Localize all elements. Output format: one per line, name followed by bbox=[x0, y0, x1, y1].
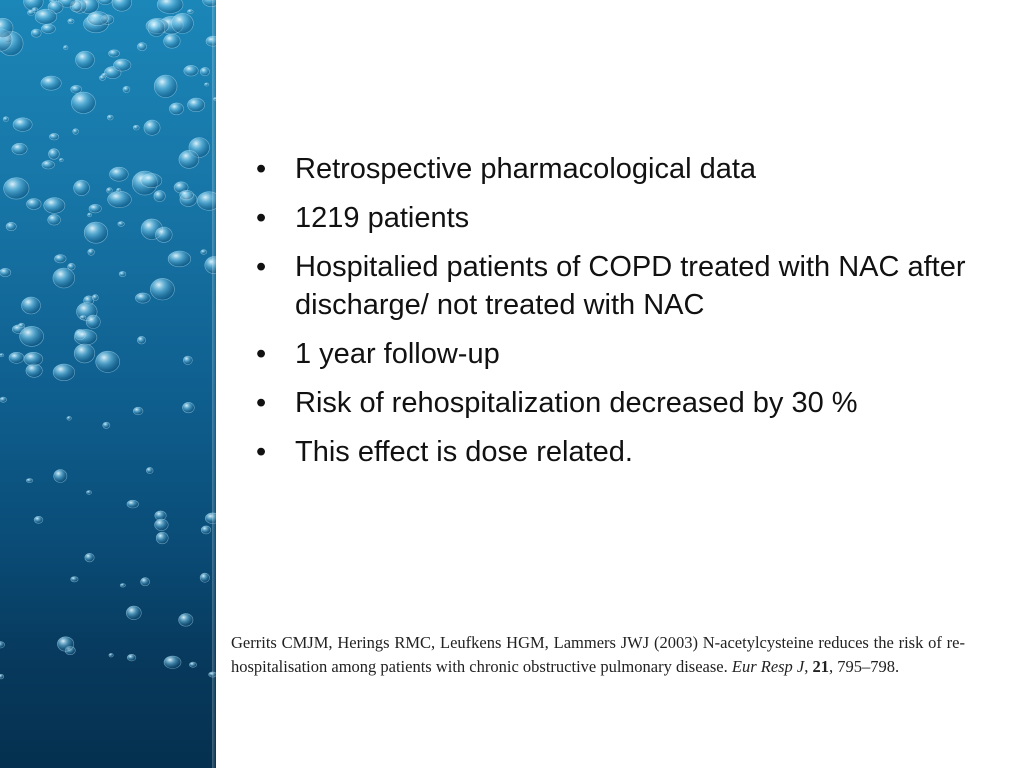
bubble bbox=[86, 491, 91, 495]
bubble bbox=[53, 364, 75, 381]
bubble bbox=[85, 553, 94, 562]
bullet-dot-icon: • bbox=[256, 338, 267, 370]
bubble bbox=[110, 167, 129, 181]
bubble bbox=[150, 278, 174, 300]
bullet-item bbox=[256, 248, 976, 324]
bubble bbox=[13, 118, 32, 132]
bubble bbox=[76, 51, 95, 68]
bubble bbox=[59, 158, 63, 161]
bullet-text: 1 year follow-up bbox=[295, 338, 500, 370]
bubble bbox=[24, 352, 43, 365]
bubble bbox=[144, 120, 160, 135]
bubble bbox=[26, 479, 32, 483]
citation-reference: Gerrits CMJM, Herings RMC, Leufkens HGM, Lammers JWJ (2003) N-acetylcysteine reduces the risk of re-hospitalisation among patients with chronic obstructive pulmonary disease. Eur Resp J, 21, 795–798. bbox=[231, 633, 965, 676]
bubble bbox=[86, 315, 100, 328]
bubble bbox=[88, 213, 92, 217]
bubble bbox=[6, 222, 16, 230]
bubble bbox=[168, 251, 191, 267]
citation-authors: Gerrits CMJM, Herings RMC, Leufkens HGM, Lammers JWJ (2003) N-acetylcysteine reduces the risk of re-hospitalisation among patients with chronic obstructive pulmonary disease. bbox=[231, 633, 965, 676]
bubble bbox=[109, 653, 113, 657]
bubble bbox=[67, 416, 72, 420]
bubble bbox=[123, 86, 130, 92]
bullet-item bbox=[256, 335, 976, 373]
bubble bbox=[54, 470, 67, 483]
bubble bbox=[0, 397, 7, 402]
bubble bbox=[119, 271, 126, 276]
bubble bbox=[155, 519, 169, 531]
bubble bbox=[179, 150, 199, 168]
bubble bbox=[0, 642, 5, 648]
citation-pages: 795–798. bbox=[837, 657, 900, 676]
bubble bbox=[200, 67, 209, 75]
bullet-item bbox=[256, 199, 976, 237]
bubble bbox=[205, 83, 209, 86]
bubble bbox=[3, 117, 8, 122]
bubble bbox=[157, 0, 183, 13]
bubble bbox=[88, 249, 95, 255]
bubble bbox=[53, 268, 75, 288]
bubble bbox=[35, 9, 57, 24]
bubble bbox=[118, 222, 125, 227]
bubble bbox=[41, 24, 55, 33]
bubble bbox=[127, 654, 136, 661]
bubble bbox=[107, 188, 113, 193]
bubble bbox=[102, 73, 107, 77]
bubble bbox=[0, 354, 4, 357]
bubble bbox=[12, 143, 27, 154]
bubble bbox=[189, 662, 196, 667]
bubble bbox=[9, 352, 24, 363]
bubble bbox=[84, 222, 107, 243]
bubble bbox=[201, 250, 207, 255]
bubble bbox=[141, 578, 150, 586]
bubble bbox=[74, 180, 90, 195]
bubble bbox=[127, 500, 139, 508]
bubble bbox=[108, 191, 132, 207]
bubble bbox=[120, 584, 125, 588]
bullet-item bbox=[256, 150, 976, 188]
bubble bbox=[133, 407, 143, 415]
bubble bbox=[183, 402, 195, 412]
bubble bbox=[169, 103, 183, 115]
bubble bbox=[107, 115, 113, 120]
bubble bbox=[34, 516, 43, 523]
bubble bbox=[164, 656, 181, 668]
bullet-text: Retrospective pharmacological data bbox=[295, 153, 757, 185]
bubble bbox=[74, 330, 97, 345]
bullet-text: 1219 patients bbox=[295, 202, 470, 234]
bubble bbox=[114, 59, 131, 71]
bubble bbox=[71, 85, 82, 93]
bubble bbox=[48, 215, 61, 226]
bullet-item bbox=[256, 433, 976, 471]
bubble bbox=[4, 178, 29, 199]
bubble bbox=[164, 34, 181, 48]
bubble bbox=[73, 129, 79, 135]
bubble bbox=[126, 606, 141, 620]
bubble bbox=[135, 293, 150, 303]
bubble bbox=[63, 46, 68, 50]
panel-divider bbox=[212, 0, 216, 768]
citation-volume: 21 bbox=[812, 657, 830, 676]
bubble bbox=[0, 674, 4, 679]
bubble bbox=[148, 20, 165, 37]
bubble bbox=[155, 227, 172, 242]
bubble bbox=[88, 12, 109, 26]
bubble bbox=[180, 190, 194, 199]
bubble bbox=[109, 50, 120, 57]
bubble bbox=[55, 255, 67, 263]
bubbles-illustration bbox=[0, 0, 216, 768]
bubble bbox=[27, 199, 42, 210]
bubble bbox=[44, 198, 65, 214]
bullet-dot-icon: • bbox=[256, 153, 267, 185]
bubble bbox=[49, 133, 58, 140]
bubble bbox=[98, 0, 112, 5]
bubble bbox=[80, 316, 86, 320]
bullet-item bbox=[256, 384, 976, 422]
bubble bbox=[71, 577, 78, 582]
bubble bbox=[154, 75, 177, 98]
bubble bbox=[42, 161, 55, 169]
bullet-dot-icon: • bbox=[256, 251, 267, 283]
bubble bbox=[68, 19, 74, 24]
bubble bbox=[179, 614, 193, 627]
bubble bbox=[89, 204, 101, 213]
bubble bbox=[20, 326, 44, 346]
water-bubbles-image bbox=[0, 0, 216, 768]
bubble bbox=[0, 268, 11, 277]
bubble bbox=[49, 149, 60, 160]
bubble bbox=[154, 191, 165, 202]
bubble bbox=[137, 43, 146, 51]
bubble bbox=[22, 297, 41, 314]
bubble bbox=[137, 336, 145, 344]
bullet-dot-icon: • bbox=[256, 387, 267, 419]
bubble bbox=[200, 573, 209, 582]
bubble bbox=[188, 98, 205, 112]
bubble bbox=[156, 532, 168, 544]
bubble bbox=[32, 8, 38, 13]
bubble bbox=[187, 10, 193, 14]
bubble bbox=[141, 174, 162, 188]
bullet-text: Hospitalied patients of COPD treated with NAC after discharge/ not treated with NAC bbox=[295, 251, 966, 321]
bubble bbox=[133, 125, 139, 130]
bullet-text: This effect is dose related. bbox=[295, 436, 633, 468]
bubble bbox=[71, 92, 95, 113]
bubble bbox=[184, 65, 198, 76]
bubble bbox=[146, 467, 153, 473]
bullet-list bbox=[256, 150, 976, 482]
bullet-dot-icon: • bbox=[256, 202, 267, 234]
bubble bbox=[31, 29, 41, 37]
bubble bbox=[92, 295, 98, 301]
bubble bbox=[103, 422, 110, 428]
bubble bbox=[41, 76, 61, 90]
bubble bbox=[74, 344, 95, 363]
bubble bbox=[112, 0, 132, 11]
citation-journal: Eur Resp J bbox=[731, 657, 805, 676]
bubble bbox=[117, 188, 121, 192]
bubble bbox=[201, 526, 211, 534]
bullet-dot-icon: • bbox=[256, 436, 267, 468]
bullet-text: Risk of rehospitalization decreased by 30 % bbox=[295, 387, 858, 419]
bubble bbox=[57, 637, 73, 651]
bubble bbox=[19, 323, 25, 327]
bubble bbox=[96, 351, 120, 372]
bubble bbox=[183, 356, 192, 365]
bubble bbox=[172, 13, 194, 33]
